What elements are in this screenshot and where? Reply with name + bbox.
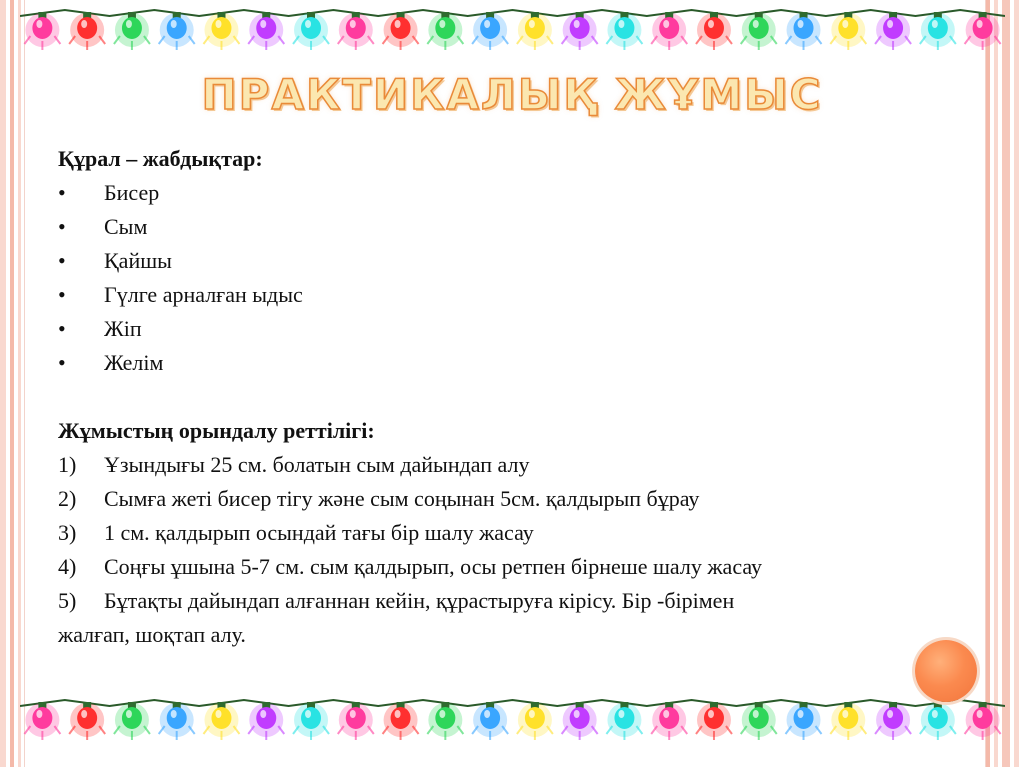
tool-list-item [58,176,978,210]
tool-label: Қайшы [104,248,172,273]
step-number: 1) [58,452,77,477]
light-bulb-icon [427,702,463,740]
step-item [58,584,978,618]
light-bulb-icon [696,702,732,740]
step-number: 5) [58,588,77,613]
tool-label: Жіп [104,316,142,341]
step-text: Ұзындығы 25 см. болатын сым дайындап алу [104,452,530,477]
light-bulb-icon [786,702,822,740]
step-text: Сымға жеті бисер тігу және сым соңынан 5см. қалдырып бұрау [104,486,700,511]
light-bulb-icon [965,702,1001,740]
bullet-icon: • [58,316,66,341]
garland-wire [20,10,1005,16]
light-bulb-icon [830,702,866,740]
light-bulb-icon [741,12,777,50]
light-bulb-icon [741,702,777,740]
light-bulb-icon [696,12,732,50]
step-item [58,448,978,482]
tool-list-item [58,346,978,380]
light-bulb-icon [69,12,105,50]
tool-label: Желім [104,350,164,375]
light-bulb-icon [159,702,195,740]
light-bulb-icon [562,12,598,50]
step-item [58,550,978,584]
tool-label: Гүлге арналған ыдыс [104,282,303,307]
light-bulb-icon [965,12,1001,50]
step-number: 3) [58,520,77,545]
tool-list-item [58,244,978,278]
step-number: 2) [58,486,77,511]
bullet-icon: • [58,214,66,239]
light-bulb-icon [69,702,105,740]
light-bulb-icon [293,702,329,740]
light-bulb-icon [427,12,463,50]
light-bulb-icon [338,702,374,740]
bullet-icon: • [58,180,66,205]
light-bulb-icon [472,12,508,50]
light-bulb-icon [383,702,419,740]
christmas-lights-garland-top [20,0,1005,60]
light-bulb-icon [114,12,150,50]
light-bulb-icon [517,12,553,50]
light-bulb-icon [875,12,911,50]
light-bulb-icon [383,12,419,50]
bullet-icon: • [58,248,66,273]
light-bulb-icon [517,702,553,740]
light-bulb-icon [114,702,150,740]
bullet-icon: • [58,282,66,307]
steps-heading: Жұмыстың орындалу реттілігі: [58,418,375,443]
spacer [58,380,978,414]
light-bulb-icon [159,12,195,50]
step-5-continuation: жалғап, шоқтап алу. [58,622,246,647]
christmas-lights-garland-bottom [20,690,1005,750]
step-item [58,516,978,550]
bullet-icon: • [58,350,66,375]
light-bulb-icon [24,702,60,740]
tools-heading: Құрал – жабдықтар: [58,146,263,171]
step-text: 1 см. қалдырып осындай тағы бір шалу жасау [104,520,534,545]
light-bulb-icon [920,702,956,740]
light-bulb-icon [338,12,374,50]
tool-list-item [58,278,978,312]
light-bulb-icon [651,702,687,740]
light-bulb-icon [875,702,911,740]
light-bulb-icon [606,702,642,740]
tool-label: Сым [104,214,148,239]
slide-content [58,142,978,652]
orange-circle-icon [915,640,977,702]
light-bulb-icon [606,12,642,50]
light-bulb-icon [203,702,239,740]
light-bulb-icon [651,12,687,50]
light-bulb-icon [830,12,866,50]
light-bulb-icon [248,702,284,740]
step-text: Бұтақты дайындап алғаннан кейін, құрастыруға кірісу. Бір -бірімен [104,588,735,613]
step-item [58,482,978,516]
tool-list-item [58,210,978,244]
slide-title: ПРАКТИКАЛЫҚ ЖҰМЫС [201,70,823,119]
step-text: Соңғы ұшына 5-7 см. сым қалдырып, осы ретпен бірнеше шалу жасау [104,554,763,579]
light-bulb-icon [248,12,284,50]
tool-label: Бисер [104,180,160,205]
light-bulb-icon [472,702,508,740]
steps-list [58,448,978,618]
garland-wire [20,700,1005,706]
light-bulb-icon [786,12,822,50]
tool-list-item [58,312,978,346]
tools-list [58,176,978,380]
light-bulb-icon [293,12,329,50]
step-number: 4) [58,554,77,579]
light-bulb-icon [203,12,239,50]
light-bulb-icon [920,12,956,50]
light-bulb-icon [24,12,60,50]
light-bulb-icon [562,702,598,740]
